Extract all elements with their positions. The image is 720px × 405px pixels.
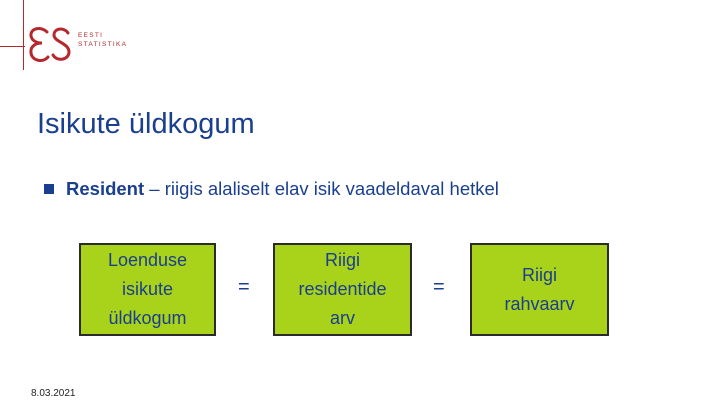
equation-box-residents-count <box>273 243 412 336</box>
equation-box-census-population <box>79 243 216 336</box>
bullet-term: Resident <box>66 178 145 199</box>
logo-wordmark <box>78 31 127 49</box>
equation-box-label: Riigi residentide arv <box>298 250 387 328</box>
bullet-definition: – riigis alaliselt elav isik vaadeldaval hetkel <box>144 178 499 199</box>
bullet-text <box>66 178 499 200</box>
bullet-item <box>44 178 499 200</box>
slide-date: 8.03.2021 <box>31 388 76 399</box>
equation-box-label: Loenduse isikute üldkogum <box>107 250 188 328</box>
equation-box-label: Riigi rahvaarv <box>504 264 575 314</box>
square-bullet-icon <box>44 184 54 194</box>
es-logo-mark-icon <box>28 22 72 66</box>
logo-horizontal-rule <box>0 46 25 47</box>
equals-sign: = <box>238 276 250 298</box>
logo-vertical-rule <box>23 0 24 70</box>
equation-box-population <box>470 243 609 336</box>
logo-line-1: EESTI <box>78 32 104 39</box>
slide-title: Isikute üldkogum <box>37 108 255 140</box>
logo-line-2: STATISTIKA <box>78 41 128 48</box>
equals-sign: = <box>433 276 445 298</box>
